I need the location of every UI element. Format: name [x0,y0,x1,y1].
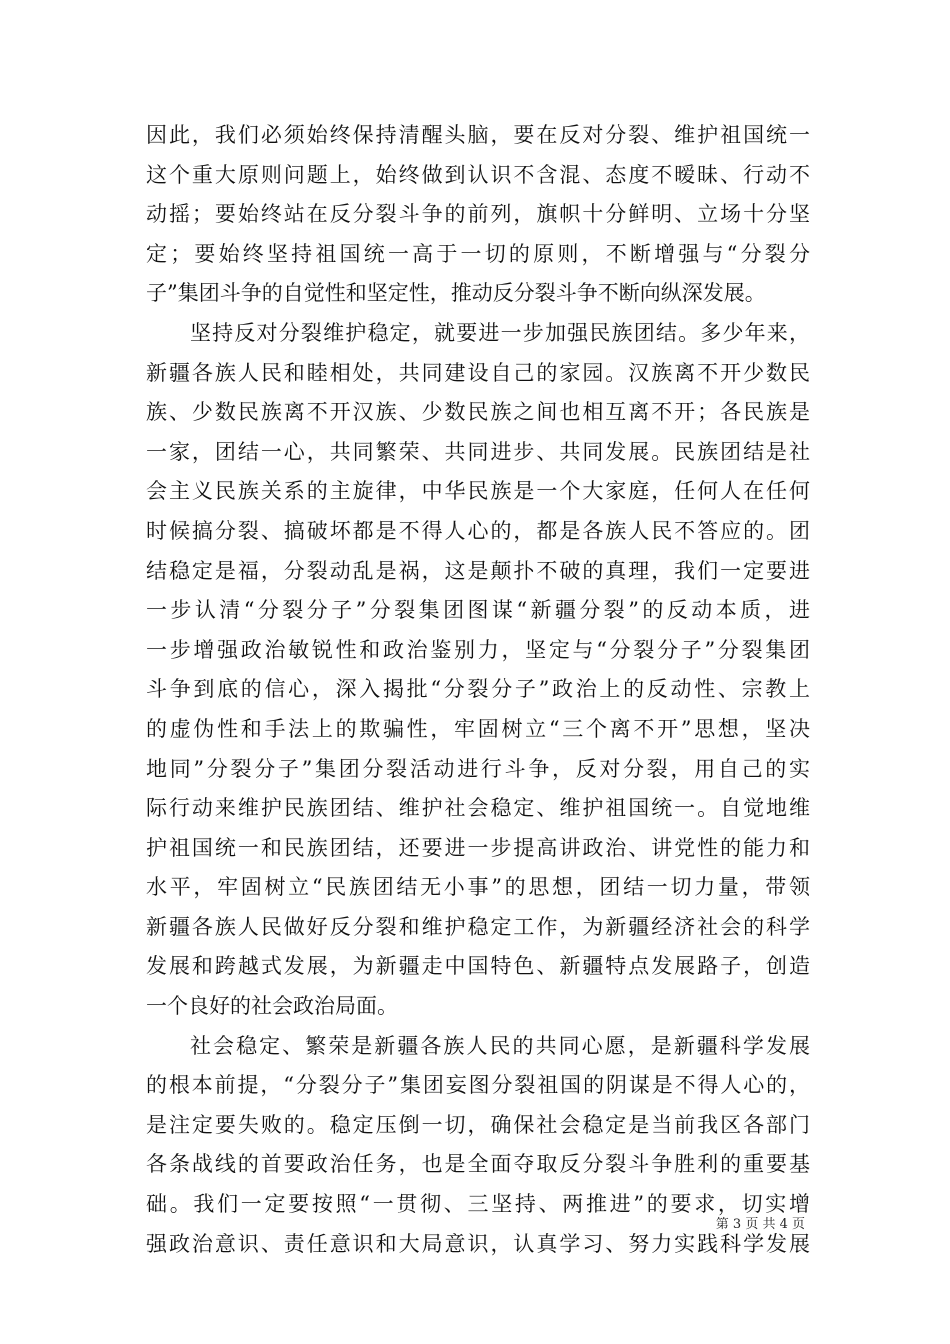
text-line: 动摇；要始终站在反分裂斗争的前列，旗帜十分鲜明、立场十分坚 [146,202,810,227]
text-line: 际行动来维护民族团结、维护社会稳定、维护祖国统一。自觉地维 [146,796,810,821]
text-line: 族、少数民族离不开汉族、少数民族之间也相互离不开；各民族是 [146,400,810,425]
text-line: 护祖国统一和民族团结，还要进一步提高讲政治、讲党性的能力和 [146,835,810,860]
text-line: 一步认清“分裂分子”分裂集团图谋“新疆分裂”的反动本质，进 [146,598,810,623]
text-line: 一个良好的社会政治局面。 [146,994,398,1019]
text-line: 础。我们一定要按照“一贯彻、三坚持、两推进”的要求，切实增 [146,1192,810,1217]
text-line: 各条战线的首要政治任务，也是全面夺取反分裂斗争胜利的重要基 [146,1152,810,1177]
text-line: 因此，我们必须始终保持清醒头脑，要在反对分裂、维护祖国统一 [146,123,810,147]
paragraph-first-line: 社会稳定、繁荣是新疆各族人民的共同心愿，是新疆科学发展 [190,1033,810,1058]
text-line: 一步增强政治敏锐性和政治鉴别力，坚定与“分裂分子”分裂集团 [146,637,810,662]
text-line: 发展和跨越式发展，为新疆走中国特色、新疆特点发展路子，创造 [146,954,810,979]
document-body [146,116,810,1264]
text-line: 新疆各族人民做好反分裂和维护稳定工作，为新疆经济社会的科学 [146,914,810,939]
text-line: 的根本前提，“分裂分子”集团妄图分裂祖国的阴谋是不得人心的， [146,1073,810,1098]
text-line: 一家，团结一心，共同繁荣、共同进步、共同发展。民族团结是社 [146,439,810,464]
text-line: 结稳定是福，分裂动乱是祸，这是颠扑不破的真理，我们一定要进 [146,558,810,583]
page-number: 第 3 页 共 4 页 [715,1217,805,1232]
text-line: 地同”分裂分子”集团分裂活动进行斗争，反对分裂，用自己的实 [146,756,810,781]
text-line: 水平，牢固树立“民族团结无小事”的思想，团结一切力量，带领 [146,875,810,900]
text-line: 强政治意识、责任意识和大局意识，认真学习、努力实践科学发展 [146,1231,810,1256]
text-line: 子”集团斗争的自觉性和坚定性，推动反分裂斗争不断向纵深发展。 [146,281,766,306]
paragraph-first-line: 坚持反对分裂维护稳定，就要进一步加强民族团结。多少年来， [190,320,810,345]
text-line: 是注定要失败的。稳定压倒一切，确保社会稳定是当前我区各部门 [146,1112,810,1137]
text-line: 这个重大原则问题上，始终做到认识不含混、态度不暧昧、行动不 [146,162,810,187]
text-line: 时候搞分裂、搞破坏都是不得人心的，都是各族人民不答应的。团 [146,518,810,543]
text-line: 会主义民族关系的主旋律，中华民族是一个大家庭，任何人在任何 [146,479,810,504]
text-line: 新疆各族人民和睦相处，共同建设自己的家园。汉族离不开少数民 [146,360,810,385]
text-line: 定；要始终坚持祖国统一高于一切的原则，不断增强与“分裂分 [146,241,810,266]
text-line: 斗争到底的信心，深入揭批“分裂分子”政治上的反动性、宗教上 [146,677,810,702]
text-line: 的虚伪性和手法上的欺骗性，牢固树立“三个离不开”思想，坚决 [146,716,810,741]
